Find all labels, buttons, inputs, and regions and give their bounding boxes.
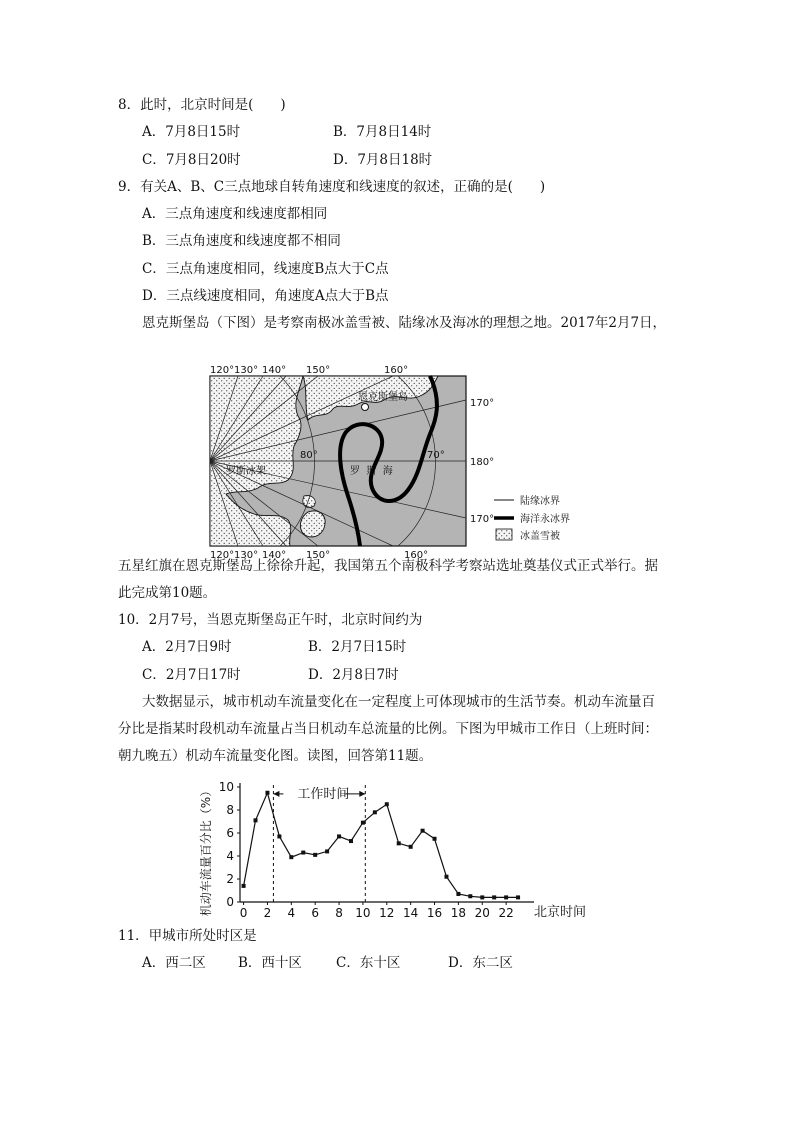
bottom-lon-160: 160°	[404, 550, 429, 561]
map-passage-line1: 恩克斯堡岛（下图）是考察南极冰盖雪被、陆缘冰及海冰的理想之地。2017年2月7日，	[142, 315, 667, 331]
right-lon-170-bottom: 170°	[470, 514, 495, 525]
y-tick-label: 10	[218, 780, 234, 794]
island-label: 恩克斯堡岛	[358, 392, 408, 403]
q8-option-d: D．7月8日18时	[333, 152, 433, 168]
lat-80-label: 80°	[300, 450, 318, 461]
map-legend	[494, 494, 570, 542]
chart-passage-line1: 大数据显示，城市机动车流量变化在一定程度上可体现城市的生活节奏。机动车流量百	[142, 694, 655, 710]
data-point	[504, 895, 508, 899]
q8-option-b: B．7月8日14时	[333, 124, 432, 140]
q11-option-d: D．东二区	[448, 955, 513, 971]
q8-option-c: C．7月8日20时	[142, 152, 241, 168]
q10-option-d: D．2月8日7时	[308, 667, 399, 683]
work-arrowhead-right	[359, 791, 365, 797]
chart-ylabel: 机动车流量百分比（%）	[199, 784, 213, 917]
bottom-lon-140: 140°	[262, 550, 287, 561]
right-lon-180: 180°	[470, 457, 495, 468]
q10-option-a: A．2月7日9时	[142, 639, 232, 655]
q11-option-a: A．西二区	[142, 955, 206, 971]
top-lon-120: 120°	[210, 365, 235, 376]
data-point	[265, 791, 269, 795]
legend-label-2: 冰盖雪被	[520, 531, 560, 542]
bottom-lon-120: 120°	[210, 550, 235, 561]
data-point	[516, 895, 520, 899]
data-point	[349, 839, 353, 843]
q8-stem: 8．此时，北京时间是( )	[118, 97, 286, 113]
q9-option-b: B．三点角速度和线速度都不相同	[142, 233, 341, 249]
y-tick-label: 8	[226, 803, 234, 817]
q9-option-a: A．三点角速度和线速度都相同	[142, 206, 328, 222]
data-point	[492, 895, 496, 899]
top-lon-160: 160°	[384, 365, 409, 376]
chart-xlabel: 北京时间	[534, 905, 587, 920]
data-point	[433, 837, 437, 841]
data-point	[409, 845, 413, 849]
q10-option-c: C．2月7日17时	[142, 667, 241, 683]
data-point	[361, 821, 365, 825]
q9-stem: 9．有关A、B、C三点地球自转角速度和线速度的叙述，正确的是( )	[118, 179, 546, 195]
x-tick-label: 10	[355, 906, 371, 920]
chart-passage-line2: 分比是指某时段机动车流量占当日机动车总流量的比例。下图为甲城市工作日（上班时间：	[118, 721, 658, 737]
q9-option-c: C．三点角速度相同，线速度B点大于C点	[142, 261, 389, 277]
sea-label: 罗 斯 海	[350, 466, 393, 477]
x-tick-label: 20	[474, 906, 490, 920]
y-tick-label: 0	[226, 895, 234, 909]
y-tick-label: 2	[226, 872, 234, 886]
data-point	[456, 892, 460, 896]
work-arrowhead-left	[273, 791, 279, 797]
x-tick-label: 2	[263, 906, 272, 920]
traffic-flow-chart	[196, 774, 596, 924]
q10-option-b: B．2月7日15时	[308, 639, 407, 655]
map-passage-line3: 此完成第10题。	[118, 585, 217, 601]
x-tick-label: 0	[239, 906, 248, 920]
data-point	[385, 802, 389, 806]
right-lon-170-top: 170°	[470, 398, 495, 409]
top-lon-150: 150°	[306, 365, 331, 376]
bottom-lon-130: 130°	[234, 550, 259, 561]
data-point	[301, 851, 305, 855]
data-point	[242, 884, 246, 888]
x-tick-label: 8	[335, 906, 343, 920]
bottom-lon-150: 150°	[306, 550, 331, 561]
legend-label-0: 陆缘冰界	[520, 496, 560, 507]
traffic-series-line	[244, 793, 518, 898]
data-point	[337, 834, 341, 838]
x-tick-label: 22	[498, 906, 514, 920]
q11-stem: 11．甲城市所处时区是	[118, 928, 257, 944]
top-lon-140: 140°	[262, 365, 287, 376]
x-tick-label: 6	[311, 906, 320, 920]
work-time-annotation: 工作时间	[297, 786, 350, 802]
ice-shelf-label: 罗斯冰架	[226, 466, 266, 477]
q11-option-b: B．西十区	[238, 955, 302, 971]
ice-cap-south	[300, 511, 325, 537]
y-tick-label: 4	[226, 849, 234, 863]
x-tick-label: 16	[426, 906, 443, 920]
map-passage-line2: 五星红旗在恩克斯堡岛上徐徐升起，我国第五个南极科学考察站选址奠基仪式正式举行。据	[118, 558, 658, 574]
lat-70-label: 70°	[427, 450, 445, 461]
data-point	[468, 894, 472, 898]
data-point	[480, 895, 484, 899]
top-lon-130: 130°	[234, 365, 259, 376]
data-point	[325, 849, 329, 853]
legend-label-1: 海洋永冰界	[520, 514, 570, 525]
data-point	[373, 810, 377, 814]
x-tick-label: 18	[450, 906, 467, 920]
y-tick-label: 6	[226, 826, 234, 840]
data-point	[444, 875, 448, 879]
x-tick-label: 12	[379, 906, 395, 920]
station-marker	[362, 404, 369, 411]
data-point	[289, 855, 293, 859]
q11-option-c: C．东十区	[336, 955, 401, 971]
data-point	[397, 841, 401, 845]
data-point	[421, 829, 425, 833]
legend-dotted-box	[496, 529, 512, 540]
q10-stem: 10．2月7号，当恩克斯堡岛正午时，北京时间约为	[118, 612, 423, 628]
chart-passage-line3: 朝九晚五）机动车流量变化图。读图，回答第11题。	[118, 748, 433, 764]
x-tick-label: 4	[287, 906, 296, 920]
data-point	[254, 818, 258, 822]
q8-option-a: A．7月8日15时	[142, 124, 241, 140]
data-point	[313, 853, 317, 857]
x-tick-label: 14	[403, 906, 419, 920]
q9-option-d: D．三点线速度相同，角速度A点大于B点	[142, 288, 389, 304]
data-point	[277, 834, 281, 838]
antarctic-map	[208, 362, 608, 562]
